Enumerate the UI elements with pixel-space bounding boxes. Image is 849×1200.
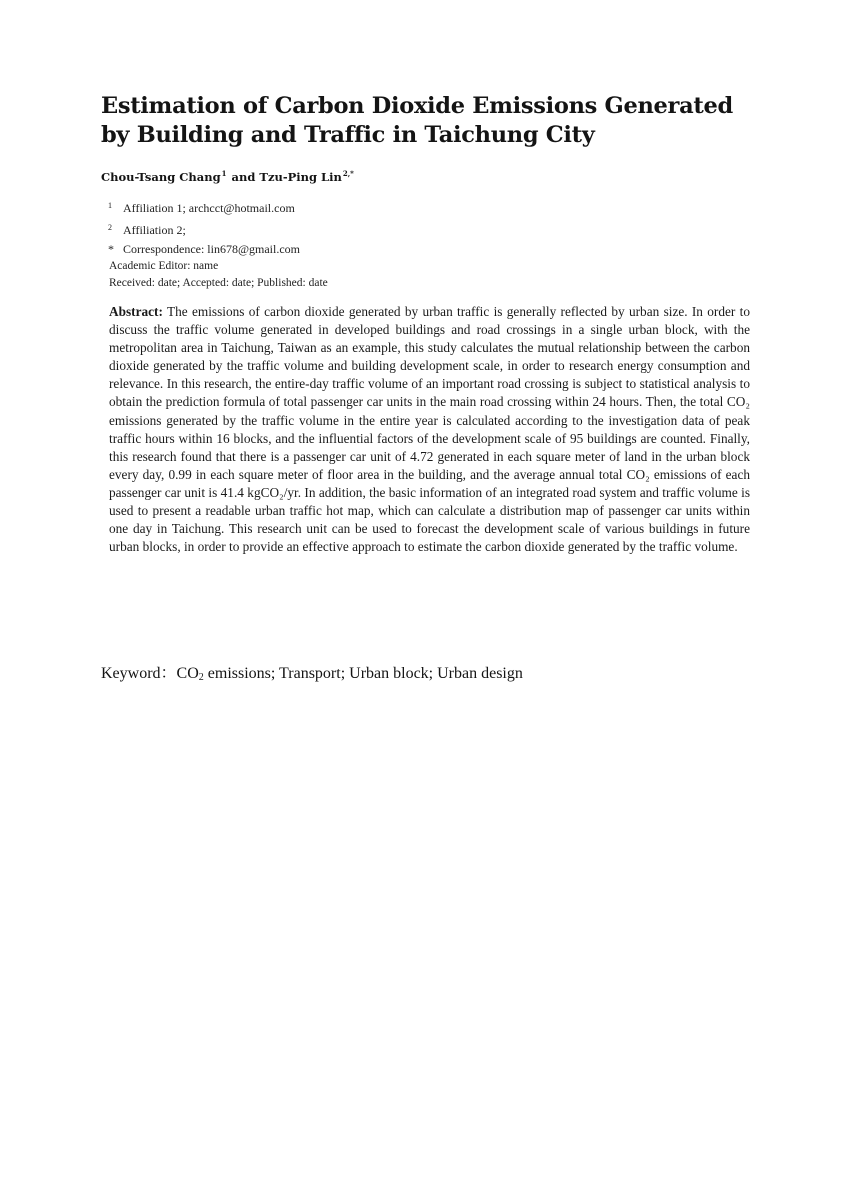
publication-meta bbox=[109, 258, 328, 292]
affiliation-list bbox=[108, 196, 300, 259]
correspondence-item bbox=[108, 240, 300, 259]
abstract-label: Abstract: bbox=[109, 304, 163, 319]
publication-dates: Received: date; Accepted: date; Published: date bbox=[109, 277, 328, 289]
affiliation-text: Affiliation 2; bbox=[123, 223, 186, 237]
correspondence-text: Correspondence: lin678@gmail.com bbox=[123, 242, 301, 256]
abstract-paragraph bbox=[109, 303, 750, 556]
keywords-line bbox=[101, 664, 523, 684]
author-2-name: Tzu-Ping Lin bbox=[259, 170, 342, 184]
author-2-affiliation-mark: 2,* bbox=[342, 169, 354, 178]
affiliation-item bbox=[108, 218, 300, 240]
affiliation-mark: 2 bbox=[108, 223, 112, 232]
author-1-name: Chou-Tsang Chang bbox=[101, 170, 221, 184]
paper-title: Estimation of Carbon Dioxide Emissions Generated by Building and Traffic in Taichung City bbox=[101, 93, 733, 148]
correspondence-mark: * bbox=[108, 242, 114, 256]
author-conjunction: and bbox=[231, 170, 256, 184]
author-line bbox=[101, 169, 355, 185]
affiliation-item bbox=[108, 196, 300, 218]
affiliation-text: Affiliation 1; archcct@hotmail.com bbox=[123, 201, 295, 215]
keywords-text: emissions; Transport; Urban block; Urban design bbox=[203, 665, 523, 682]
keyword-co2-subscript: 2 bbox=[198, 672, 204, 683]
academic-editor: Academic Editor: name bbox=[109, 260, 219, 272]
affiliation-mark: 1 bbox=[108, 201, 112, 210]
keywords-label: Keyword： bbox=[101, 665, 177, 682]
author-1-affiliation-mark: 1 bbox=[221, 169, 227, 178]
keyword-co2: CO bbox=[176, 665, 199, 682]
abstract-text: The emissions of carbon dioxide generated by urban traffic is generally reflected by urban size. In order to discuss the traffic volume generated in developed buildings and road crossings in a single urban block, with the metropolitan area in Taichung, Taiwan as an example, this study calculates the mutual relationship between the carbon dioxide generated by the traffic volume and building development scale, in order to research energy consumption and relevance. In this research, the entire-day traffic volume of an important road crossing is subject to statistical analysis to obtain the prediction formula of total passenger car units in the main road crossing within 24 hours. Then, the total CO₂ emissions generated by the traffic volume in the entire year is calculated according to the investigation data of peak traffic hours within 16 blocks, and the influential factors of the development scale of 95 buildings are counted. Finally, this research found that there is a passenger car unit of 4.72 generated in each square meter of land in the urban block every day, 0.99 in each square meter of floor area in the building, and the average annual total CO₂ emissions of each passenger car unit is 41.4 kgCO₂/yr. In addition, the basic information of an integrated road system and traffic volume is used to present a readable urban traffic hot map, which can calculate a distribution map of passenger car units within one day in Taichung. This research unit can be used to forecast the development scale of various buildings in future urban blocks, in order to provide an effective approach to estimate the carbon dioxide generated by the traffic volume. bbox=[109, 304, 750, 555]
